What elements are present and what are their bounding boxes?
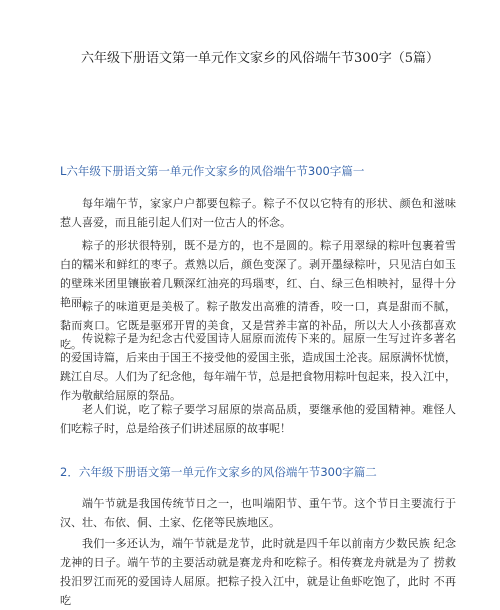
section-heading-1: L六年级下册语文第一单元作文家乡的风俗端午节300字篇一 bbox=[60, 164, 365, 178]
paragraph: 粽子的味道更是美极了。粽子散发出高雅的清香，咬一口，真是甜而不腻， 黏而爽口。它既是驱邪开胃的美食，又是营养丰富的补品，所以大人小孩都喜欢 吃。 bbox=[60, 300, 456, 351]
paragraph: 传说粽子是为纪念古代爱国诗人屈原而流传下来的。屈原一生写过许多著名 的爱国诗篇，后来由于国王不接受他的爱国主张，造成国土沦丧。屈原满怀忧愤， 跳江自尽。人们为了纪念他，每年端午节，总是把食物用粽叶包起来，投入江中， 作为敬献给屈原的祭品。 bbox=[60, 332, 456, 402]
paragraph: 每年端午节，家家户户都要包粽子。粽子不仅以它特有的形状、颜色和滋味 惹人喜爱，而且能引起人们对一位古人的怀念。 bbox=[60, 197, 456, 229]
section-heading-2: 2．六年级下册语文第一单元作文家乡的风俗端午节300字篇二 bbox=[60, 465, 377, 479]
paragraph: 老人们说，吃了粽子要学习屈原的崇高品质，要继承他的爱国精神。难怪人 们吃粽子时，总是给孩子们讲述屈原的故事呢！ bbox=[60, 403, 456, 435]
paragraph: 端午节就是我国传统节日之一，也叫端阳节、重午节。这个节日主要流行于 汉、壮、布依、侗、土家、仡佬等民族地区。 bbox=[60, 497, 456, 529]
paragraph: 我们一多还认为，端午节就是龙节，此时就是四千年以前南方少数民族 纪念龙神的日子。端午节的主要活动就是赛龙舟和吃粽子。相传赛龙舟就是为了 捞救投汨罗江而死的爱国诗人屈原。把粽子投入江中，就是让鱼虾吃饱了，此时 不再吃 bbox=[60, 537, 456, 607]
paragraph: 粽子的形状很特别，既不是方的，也不是圆的。粽子用翠绿的粽叶包裹着雪 白的糯米和鲜红的枣子。煮熟以后，颜色变深了。剥开墨绿粽叶，只见洁白如玉 的壁珠米团里镶嵌着几颗深红油亮的玛瑙枣，红、白、绿三色相映衬，显得十分 艳丽。 bbox=[60, 239, 456, 309]
document-title: 六年级下册语文第一单元作文家乡的风俗端午节300字（5篇） bbox=[80, 51, 440, 66]
